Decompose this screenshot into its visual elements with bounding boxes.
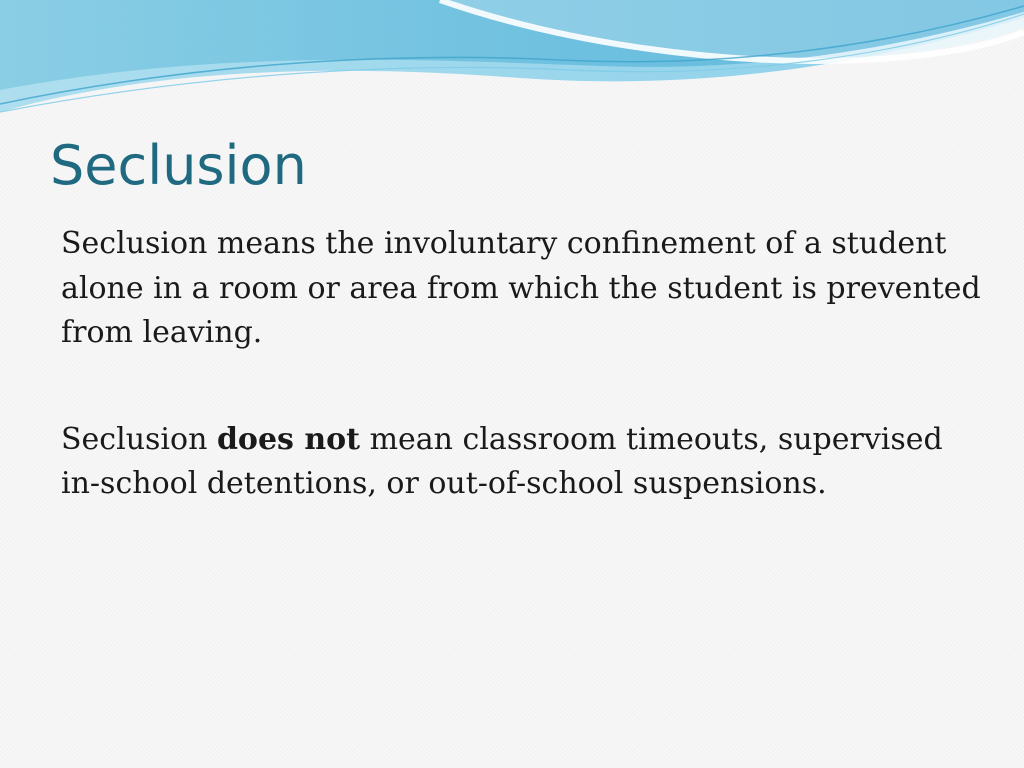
exclusion-lead: Seclusion — [61, 421, 208, 457]
slide-title: Seclusion — [50, 134, 307, 197]
paragraph-spacer — [61, 356, 981, 418]
slide-body — [61, 222, 981, 507]
exclusion-rest: mean classroom timeouts, supervised in-school detentions, or out-of-school suspensions. — [61, 421, 943, 501]
exclusion-paragraph — [61, 418, 981, 507]
exclusion-emphasis: does not — [216, 421, 361, 457]
definition-paragraph: Seclusion means the involuntary confinement of a student alone in a room or area from which the student is prevented from leaving. — [61, 226, 981, 350]
decorative-wave-header — [0, 0, 1024, 130]
